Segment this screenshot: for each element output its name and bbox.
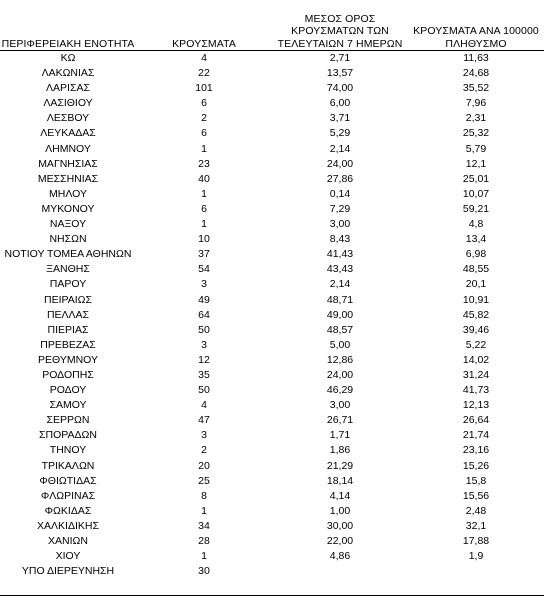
table-row — [0, 232, 544, 247]
cell-region: ΦΛΩΡΙΝΑΣ — [40, 489, 96, 502]
table-row — [0, 338, 544, 353]
cell-cases: 1 — [201, 218, 207, 231]
cell-7day-average: 41,43 — [326, 248, 354, 261]
column-header-7day-average-line-3: ΤΕΛΕΥΤΑΙΩΝ 7 ΗΜΕΡΩΝ — [277, 37, 403, 50]
cell-7day-average: 13,57 — [326, 67, 354, 80]
cell-7day-average: 12,86 — [326, 353, 354, 366]
table-row — [0, 308, 544, 323]
cell-region: ΛΕΣΒΟΥ — [46, 112, 90, 125]
cell-cases-per-100k: 2,48 — [465, 504, 487, 517]
cell-region: ΧΑΛΚΙΔΙΚΗΣ — [37, 519, 99, 532]
cell-cases-per-100k: 48,55 — [462, 263, 490, 276]
cell-cases: 3 — [201, 429, 207, 442]
cell-cases-per-100k: 5,22 — [465, 338, 487, 351]
cell-7day-average: 0,14 — [329, 187, 351, 200]
cell-cases: 101 — [195, 82, 213, 95]
table-row — [0, 353, 544, 368]
cell-7day-average: 24,00 — [326, 368, 354, 381]
cell-7day-average: 18,14 — [326, 474, 354, 487]
cell-7day-average: 74,00 — [326, 82, 354, 95]
cell-region: ΝΟΤΙΟΥ ΤΟΜΕΑ ΑΘΗΝΩΝ — [4, 248, 132, 261]
cell-cases-per-100k: 25,32 — [462, 127, 490, 140]
cell-cases-per-100k: 24,68 — [462, 67, 490, 80]
column-header-cases-per-100k-line-2: ΠΛΗΘΥΣΜΟ — [445, 37, 507, 50]
cell-cases: 3 — [201, 278, 207, 291]
cell-7day-average: 1,71 — [329, 429, 351, 442]
cell-cases: 2 — [201, 444, 207, 457]
cell-region: ΠΡΕΒΕΖΑΣ — [40, 338, 96, 351]
cell-7day-average: 8,43 — [329, 233, 351, 246]
cell-7day-average: 5,29 — [329, 127, 351, 140]
cell-cases: 25 — [198, 474, 210, 487]
cell-region: ΛΑΡΙΣΑΣ — [46, 82, 90, 95]
column-header-7day-average-line-1: ΜΕΣΟΣ ΟΡΟΣ — [304, 12, 376, 25]
cell-cases: 37 — [198, 248, 210, 261]
cell-cases-per-100k: 23,16 — [462, 444, 490, 457]
cell-cases: 64 — [198, 308, 210, 321]
cell-cases: 40 — [198, 172, 210, 185]
cases-by-region-table — [0, 8, 544, 579]
cell-cases-per-100k: 45,82 — [462, 308, 490, 321]
table-row — [0, 277, 544, 292]
column-header-cases-label: ΚΡΟΥΣΜΑΤΑ — [172, 37, 236, 50]
table-row — [0, 202, 544, 217]
table-row — [0, 474, 544, 489]
table-row — [0, 368, 544, 383]
cell-cases: 6 — [201, 202, 207, 215]
cell-region: ΛΗΜΝΟΥ — [45, 142, 91, 155]
cell-cases-per-100k: 26,64 — [462, 414, 490, 427]
cell-7day-average: 6,00 — [329, 97, 351, 110]
cell-cases-per-100k: 10,91 — [462, 293, 490, 306]
table-row — [0, 157, 544, 172]
cell-cases: 50 — [198, 323, 210, 336]
cell-cases: 34 — [198, 519, 210, 532]
cell-7day-average: 2,71 — [329, 52, 351, 64]
cell-7day-average: 48,71 — [326, 293, 354, 306]
cell-7day-average: 49,00 — [326, 308, 354, 321]
cell-7day-average: 5,00 — [329, 338, 351, 351]
cell-7day-average: 26,71 — [326, 414, 354, 427]
cell-cases-per-100k: 15,56 — [462, 489, 490, 502]
cell-cases-per-100k: 11,63 — [463, 52, 489, 64]
cell-cases-per-100k: 14,02 — [462, 353, 490, 366]
table-row — [0, 519, 544, 534]
cell-7day-average: 48,57 — [326, 323, 354, 336]
cell-cases: 20 — [198, 459, 210, 472]
table-row — [0, 172, 544, 187]
table-header — [0, 8, 544, 51]
table-row — [0, 142, 544, 157]
table-row — [0, 383, 544, 398]
cell-7day-average — [272, 564, 408, 579]
cell-7day-average: 4,86 — [329, 550, 351, 563]
cell-cases: 2 — [201, 112, 207, 125]
table-row — [0, 81, 544, 96]
cell-cases-per-100k: 7,96 — [465, 97, 487, 110]
cell-region: ΛΑΚΩΝΙΑΣ — [41, 67, 95, 80]
cell-cases-per-100k: 59,21 — [462, 202, 490, 215]
table-row — [0, 247, 544, 262]
cell-region: ΡΟΔΟΥ — [49, 384, 87, 397]
cell-region: ΣΕΡΡΩΝ — [46, 414, 90, 427]
cell-7day-average: 22,00 — [326, 535, 354, 547]
cell-7day-average: 21,29 — [326, 459, 354, 472]
cell-cases: 6 — [201, 97, 207, 110]
table-row — [0, 564, 544, 579]
table-row — [0, 549, 544, 564]
cell-cases-per-100k: 41,73 — [462, 384, 490, 397]
cell-region: ΣΑΜΟΥ — [49, 399, 87, 412]
cell-region: ΚΩ — [60, 52, 76, 64]
cell-7day-average: 1,00 — [329, 504, 351, 517]
cell-cases-per-100k: 35,52 — [462, 82, 490, 95]
cell-cases-per-100k: 15,8 — [465, 474, 487, 487]
cell-7day-average: 3,00 — [329, 399, 351, 412]
cell-region: ΧΑΝΙΩΝ — [48, 535, 88, 547]
cell-cases-per-100k: 12,1 — [465, 157, 487, 170]
cell-cases-per-100k — [408, 564, 544, 579]
cell-cases: 30 — [198, 565, 210, 578]
table-body — [0, 51, 544, 580]
cell-cases-per-100k: 25,01 — [462, 172, 490, 185]
cell-cases: 4 — [201, 52, 207, 64]
cell-cases: 3 — [201, 338, 207, 351]
cell-region: ΥΠΟ ΔΙΕΡΕΥΝΗΣΗ — [21, 565, 115, 578]
cell-cases-per-100k: 10,07 — [462, 187, 490, 200]
cell-cases: 8 — [201, 489, 207, 502]
table-row — [0, 51, 544, 67]
cell-region: ΛΕΥΚΑΔΑΣ — [40, 127, 96, 140]
cell-7day-average: 3,71 — [329, 112, 351, 125]
cell-cases-per-100k: 13,4 — [465, 233, 487, 246]
table-row — [0, 217, 544, 232]
cell-cases: 1 — [201, 142, 207, 155]
cell-region: ΜΥΚΟΝΟΥ — [41, 202, 95, 215]
cell-7day-average: 24,00 — [326, 157, 354, 170]
cell-region: ΡΕΘΥΜΝΟΥ — [37, 353, 98, 366]
table-row — [0, 398, 544, 413]
cell-cases: 50 — [198, 384, 210, 397]
column-header-region — [0, 8, 136, 51]
cell-7day-average: 3,00 — [329, 218, 351, 231]
column-header-cases-per-100k — [408, 8, 544, 51]
bottom-divider — [0, 595, 544, 596]
cell-region: ΧΙΟΥ — [55, 550, 81, 563]
cell-cases-per-100k: 6,98 — [465, 248, 487, 261]
cell-7day-average: 46,29 — [326, 384, 354, 397]
cell-region: ΠΑΡΟΥ — [49, 278, 87, 291]
cell-region: ΤΗΝΟΥ — [49, 444, 87, 457]
cell-cases: 1 — [201, 550, 207, 563]
cell-region: ΜΗΛΟΥ — [49, 187, 87, 200]
cell-cases-per-100k: 15,26 — [462, 459, 490, 472]
cell-region: ΦΩΚΙΔΑΣ — [44, 504, 92, 517]
cell-cases-per-100k: 39,46 — [462, 323, 490, 336]
table-row — [0, 293, 544, 308]
cell-region: ΡΟΔΟΠΗΣ — [42, 368, 94, 381]
column-header-7day-average-line-2: ΚΡΟΥΣΜΑΤΩΝ ΤΩΝ — [291, 25, 389, 37]
cell-region: ΜΑΓΝΗΣΙΑΣ — [38, 157, 98, 170]
cell-cases-per-100k: 21,74 — [462, 429, 490, 442]
cell-region: ΞΑΝΘΗΣ — [46, 263, 90, 276]
cell-region: ΝΗΣΩΝ — [49, 233, 87, 246]
cell-cases: 1 — [201, 187, 207, 200]
table-row — [0, 96, 544, 111]
cell-region: ΜΕΣΣΗΝΙΑΣ — [37, 172, 99, 185]
table-row — [0, 187, 544, 202]
table-row — [0, 126, 544, 141]
cell-cases: 47 — [198, 414, 210, 427]
cell-cases: 12 — [198, 353, 210, 366]
header-row — [0, 8, 544, 51]
cell-cases-per-100k: 12,13 — [462, 399, 490, 412]
table-row — [0, 504, 544, 519]
cell-region: ΣΠΟΡΑΔΩΝ — [39, 429, 97, 442]
cell-7day-average: 1,86 — [329, 444, 351, 457]
cell-cases: 10 — [198, 233, 210, 246]
table-row — [0, 428, 544, 443]
cell-cases: 49 — [198, 293, 210, 306]
column-header-region-label: ΠΕΡΙΦΕΡΕΙΑΚΗ ΕΝΟΤΗΤΑ — [1, 37, 135, 50]
cell-cases-per-100k: 5,79 — [465, 142, 487, 155]
cell-cases-per-100k: 17,88 — [462, 535, 490, 547]
table-row — [0, 459, 544, 474]
column-header-cases-per-100k-line-1: ΚΡΟΥΣΜΑΤΑ ΑΝΑ 100000 — [413, 25, 539, 37]
cell-7day-average: 2,14 — [329, 142, 351, 155]
cell-cases: 23 — [198, 157, 210, 170]
cell-7day-average: 2,14 — [329, 278, 351, 291]
table-row — [0, 323, 544, 338]
cell-cases: 4 — [201, 399, 207, 412]
cell-cases: 35 — [198, 368, 210, 381]
table-row — [0, 534, 544, 549]
cell-region: ΠΙΕΡΙΑΣ — [47, 323, 89, 336]
cell-7day-average: 27,86 — [326, 172, 354, 185]
cell-cases: 28 — [198, 535, 210, 547]
cell-cases-per-100k: 32,1 — [465, 519, 487, 532]
cell-cases: 22 — [198, 67, 210, 80]
column-header-cases — [136, 8, 272, 51]
cell-cases-per-100k: 4,8 — [468, 218, 484, 231]
cell-region: ΦΘΙΩΤΙΔΑΣ — [39, 474, 97, 487]
cell-cases-per-100k: 31,24 — [462, 368, 490, 381]
column-header-7day-average — [272, 8, 408, 51]
cell-cases: 6 — [201, 127, 207, 140]
cell-region: ΛΑΣΙΘΙΟΥ — [43, 97, 93, 110]
cell-7day-average: 43,43 — [326, 263, 354, 276]
cell-cases-per-100k: 1,9 — [468, 550, 484, 563]
cell-region: ΤΡΙΚΑΛΩΝ — [41, 459, 95, 472]
cell-cases-per-100k: 2,31 — [465, 112, 487, 125]
table-row — [0, 489, 544, 504]
cell-7day-average: 30,00 — [326, 519, 354, 532]
table-row — [0, 413, 544, 428]
table-row — [0, 443, 544, 458]
cell-cases: 1 — [201, 504, 207, 517]
table-row — [0, 262, 544, 277]
cell-7day-average: 7,29 — [329, 202, 351, 215]
cell-region: ΝΑΞΟΥ — [49, 218, 87, 231]
cell-cases-per-100k: 20,1 — [465, 278, 487, 291]
cell-cases: 54 — [198, 263, 210, 276]
cell-region: ΠΕΛΛΑΣ — [46, 308, 90, 321]
table-row — [0, 111, 544, 126]
cell-7day-average: 4,14 — [329, 489, 351, 502]
cell-region: ΠΕΙΡΑΙΩΣ — [44, 293, 92, 306]
table-row — [0, 66, 544, 81]
